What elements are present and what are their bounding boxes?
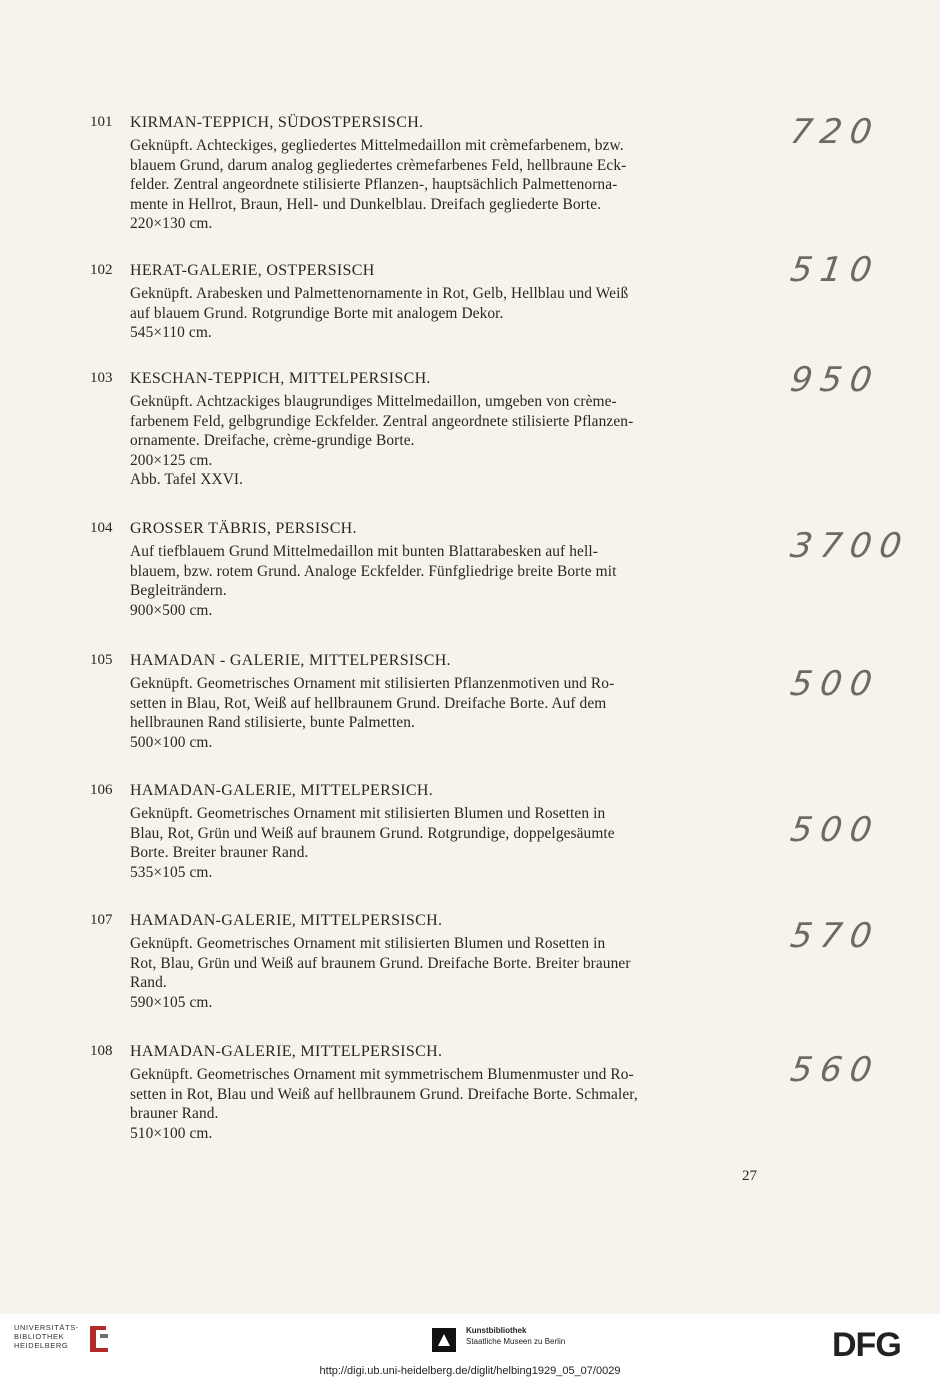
lot-dimensions: 200×125 cm. — [130, 451, 213, 469]
lot-dimensions: 535×105 cm. — [130, 863, 213, 881]
description-line: blauem Grund, darum analog gegliedertes crèmefarbenes Feld, hellbraune Eck- — [130, 156, 627, 174]
lot-description — [130, 542, 763, 620]
description-line: Rand. — [130, 974, 167, 991]
source-url-link[interactable]: http://digi.ub.uni-heidelberg.de/diglit/helbing1929_05_07/0029 — [319, 1365, 621, 1377]
description-line: mente in Hellrot, Braun, Hell- und Dunkelblau. Dreifach gegliederte Borte. — [130, 195, 602, 213]
kunstbibliothek-label[interactable] — [466, 1325, 565, 1347]
description-line: setten in Blau, Rot, Weiß auf hellbraunem Grund. Dreifache Borte. Auf dem — [130, 694, 607, 712]
description-line: Begleiträndern. — [130, 582, 227, 599]
description-line: Geknüpft. Geometrisches Ornament mit symmetrischem Blumenmuster und Ro- — [130, 1066, 634, 1083]
description-line: hellbraunen Rand stilisierte, bunte Palmetten. — [130, 714, 415, 731]
handwritten-price: 720 — [787, 112, 883, 152]
lot-title: KESCHAN-TEPPICH, MITTELPERSISCH. — [130, 370, 431, 387]
description-line: Borte. Breiter brauner Rand. — [130, 844, 309, 861]
page-number: 27 — [742, 1168, 757, 1184]
handwritten-price: 950 — [787, 360, 883, 400]
lot-title: HAMADAN - GALERIE, MITTELPERSISCH. — [130, 652, 451, 669]
lot-title: KIRMAN-TEPPICH, SÜDOSTPERSISCH. — [130, 114, 424, 131]
lot-dimensions: 500×100 cm. — [130, 733, 213, 751]
lot-number: 102 — [90, 262, 113, 278]
lot-description — [130, 136, 763, 234]
description-line: setten in Rot, Blau und Weiß auf hellbraunem Grund. Dreifache Borte. Schmaler, — [130, 1085, 638, 1103]
dfg-logo[interactable]: DFG — [832, 1326, 901, 1364]
handwritten-price: 510 — [787, 250, 883, 290]
description-line: Auf tiefblauem Grund Mittelmedaillon mit bunten Blattarabesken auf hell- — [130, 543, 598, 560]
lot-number: 107 — [90, 912, 113, 928]
description-line: Geknüpft. Geometrisches Ornament mit stilisierten Blumen und Rosetten in — [130, 935, 606, 952]
handwritten-price: 500 — [787, 664, 883, 704]
lot-dimensions: 220×130 cm. — [130, 215, 213, 232]
ub-heidelberg-label[interactable] — [14, 1323, 79, 1350]
description-line: Geknüpft. Geometrisches Ornament mit stilisierten Pflanzenmotiven und Ro- — [130, 675, 615, 692]
lot-number: 101 — [90, 114, 113, 130]
lot-number: 103 — [90, 370, 113, 386]
lot-dimensions: 590×105 cm. — [130, 993, 213, 1011]
ub-line: UNIVERSITÄTS- — [14, 1323, 79, 1332]
handwritten-price: 500 — [787, 810, 883, 850]
lot-dimensions: 545×110 cm. — [130, 324, 212, 341]
description-line: Geknüpft. Achteckiges, gegliedertes Mittelmedaillon mit crèmefarbenem, bzw. — [130, 137, 624, 154]
lot-title: GROSSER TÄBRIS, PERSISCH. — [130, 520, 357, 537]
lot-description — [130, 284, 763, 343]
kunstbibliothek-logo-icon[interactable] — [430, 1326, 458, 1354]
lot-title: HAMADAN-GALERIE, MITTELPERSISCH. — [130, 912, 443, 929]
lot-description — [130, 804, 763, 882]
description-line: ornamente. Dreifache, crème-grundige Borte. — [130, 432, 415, 449]
lot-description — [130, 392, 763, 490]
lot-number: 108 — [90, 1043, 113, 1059]
description-line: blauem, bzw. rotem Grund. Analoge Eckfelder. Fünfgliedrige breite Borte mit — [130, 562, 617, 580]
lot-dimensions: 510×100 cm. — [130, 1124, 213, 1142]
lot-description — [130, 674, 763, 752]
description-line: Rot, Blau, Grün und Weiß auf braunem Grund. Dreifache Borte. Breiter brauner — [130, 954, 631, 972]
lot-description — [130, 934, 763, 1012]
plate-reference: Abb. Tafel XXVI. — [130, 471, 244, 488]
lot-number: 104 — [90, 520, 113, 536]
lot-title: HAMADAN-GALERIE, MITTELPERSISCH. — [130, 1043, 443, 1060]
ub-heidelberg-logo-icon[interactable] — [86, 1322, 112, 1356]
handwritten-price: 3700 — [787, 526, 913, 566]
handwritten-price: 560 — [787, 1050, 883, 1090]
description-line: farbenem Feld, gelbgrundige Eckfelder. Zentral angeordnete stilisierte Pflanzen- — [130, 412, 634, 430]
description-line: felder. Zentral angeordnete stilisierte Pflanzen-, hauptsächlich Palmettenorna- — [130, 176, 618, 193]
lot-number: 105 — [90, 652, 113, 668]
ub-line: BIBLIOTHEK — [14, 1332, 65, 1341]
kb-title: Kunstbibliothek — [466, 1326, 527, 1335]
kb-subtitle: Staatliche Museen zu Berlin — [466, 1337, 566, 1346]
description-line: Geknüpft. Arabesken und Palmettenornamente in Rot, Gelb, Hellblau und Weiß — [130, 285, 629, 302]
lot-title: HERAT-GALERIE, OSTPERSISCH — [130, 262, 375, 279]
lot-number: 106 — [90, 782, 113, 798]
lot-description — [130, 1065, 763, 1143]
lot-dimensions: 900×500 cm. — [130, 601, 213, 619]
lot-title: HAMADAN-GALERIE, MITTELPERSICH. — [130, 782, 434, 799]
description-line: Geknüpft. Achtzackiges blaugrundiges Mittelmedaillon, umgeben von crème- — [130, 393, 617, 410]
ub-line: HEIDELBERG — [14, 1341, 69, 1350]
description-line: auf blauem Grund. Rotgrundige Borte mit analogem Dekor. — [130, 304, 504, 322]
description-line: Blau, Rot, Grün und Weiß auf braunem Grund. Rotgrundige, doppelgesäumte — [130, 824, 615, 842]
description-line: Geknüpft. Geometrisches Ornament mit stilisierten Blumen und Rosetten in — [130, 805, 606, 822]
description-line: brauner Rand. — [130, 1105, 219, 1122]
handwritten-price: 570 — [787, 916, 883, 956]
